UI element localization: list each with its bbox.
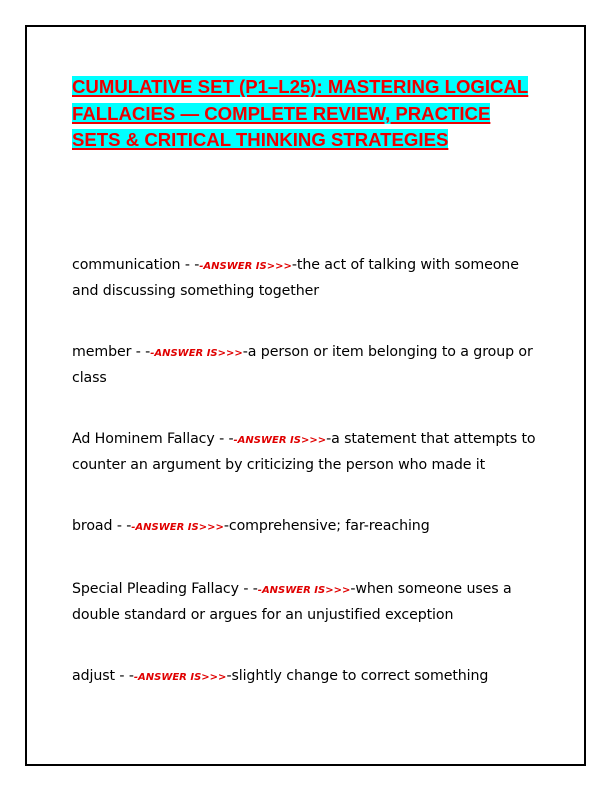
term: communication (72, 257, 181, 273)
separator: - - (115, 668, 134, 684)
answer-marker: -ANSWER IS>>> (257, 585, 351, 596)
answer-marker: -ANSWER IS>>> (133, 672, 227, 683)
answer-marker: -ANSWER IS>>> (131, 522, 224, 533)
answer-marker: -ANSWER IS>>> (199, 261, 292, 272)
separator: - - (214, 431, 234, 447)
term: adjust (72, 668, 115, 684)
term: broad (72, 518, 113, 534)
term: Special Pleading Fallacy (72, 581, 239, 597)
qa-entry-member (72, 340, 542, 390)
qa-entry-adjust (72, 664, 542, 690)
definition: -a statement that attempts to counter an argument by criticizing the person who made it (72, 431, 536, 473)
qa-entry-broad (72, 514, 542, 540)
separator: - - (238, 581, 258, 597)
answer-marker: -ANSWER IS>>> (150, 348, 243, 359)
separator: - - (112, 518, 132, 534)
answer-marker: -ANSWER IS>>> (233, 435, 327, 446)
definition: -the act of talking with someone and discussing something together (72, 257, 519, 299)
qa-entry-communication (72, 253, 542, 303)
definition: -slightly change to correct something (226, 668, 489, 684)
term: member (72, 344, 132, 360)
definition: -when someone uses a double standard or argues for an unjustified exception (72, 581, 512, 623)
separator: - - (180, 257, 200, 273)
term: Ad Hominem Fallacy (72, 431, 215, 447)
separator: - - (131, 344, 151, 360)
qa-entry-ad-hominem-fallacy (72, 427, 542, 477)
definition: -comprehensive; far-reaching (223, 518, 430, 534)
definition: -a person or item belonging to a group or class (72, 344, 533, 386)
qa-entry-special-pleading-fallacy (72, 577, 542, 627)
document-title (72, 74, 542, 154)
title-highlight: CUMULATIVE SET (P1–L25): MASTERING LOGICAL FALLACIES — COMPLETE REVIEW, PRACTICE SETS & CRITICAL THINKING STRATEGIES (72, 76, 529, 151)
